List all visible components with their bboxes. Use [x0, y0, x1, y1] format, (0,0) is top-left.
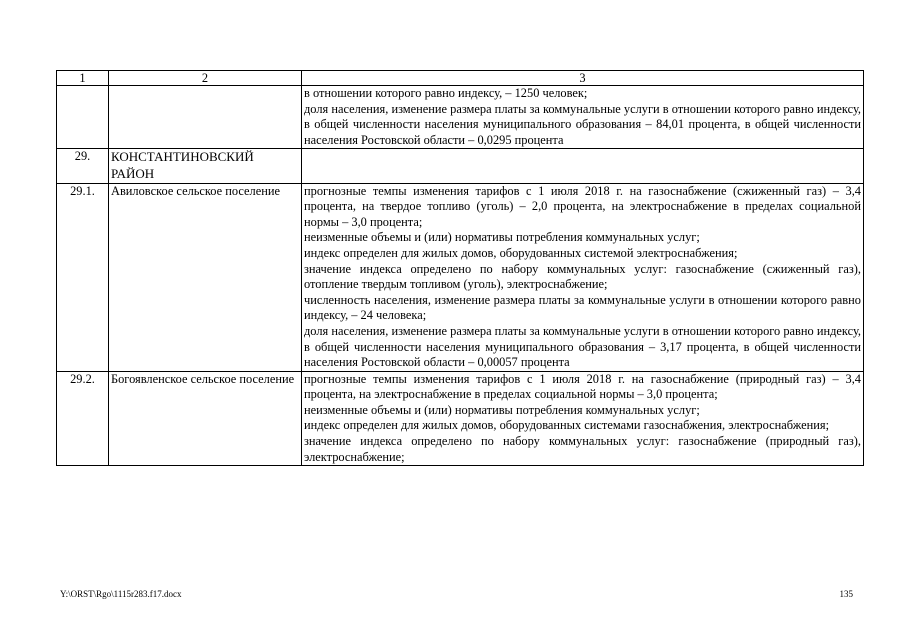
footer-page-number: 135	[839, 589, 853, 599]
description-paragraph: численность населения, изменение размера платы за коммунальные услуги в отношении которого равно индексу, – 24 человека;	[304, 292, 861, 323]
table-row	[57, 371, 864, 466]
municipality-name	[109, 149, 302, 183]
description-paragraph: прогнозные темпы изменения тарифов с 1 июля 2018 г. на газоснабжение (природный газ) – 3,4 процента, на электроснабжение в пределах социальной нормы – 3,0 процента;	[304, 371, 861, 402]
municipality-name	[109, 183, 302, 371]
header-col-3: 3	[302, 71, 864, 86]
description-paragraph: неизменные объемы и (или) нормативы потребления коммунальных услуг;	[304, 402, 700, 417]
row-number	[57, 86, 109, 149]
municipality-name	[109, 371, 302, 466]
table-row	[57, 183, 864, 371]
index-description	[302, 149, 864, 183]
header-row	[57, 71, 864, 86]
description-paragraph: прогнозные темпы изменения тарифов с 1 июля 2018 г. на газоснабжение (сжиженный газ) – 3,4 процента, на твердое топливо (уголь) – 2,0 процента, на электроснабжение в пределах социальной нормы – 3,0 процента;	[304, 183, 861, 229]
index-description	[302, 183, 864, 371]
description-paragraph: неизменные объемы и (или) нормативы потребления коммунальных услуг;	[304, 230, 700, 245]
description-paragraph: в отношении которого равно индексу, – 1250 человек;	[304, 86, 588, 100]
description-paragraph: индекс определен для жилых домов, оборудованных системами газоснабжения, электроснабжения;	[304, 418, 830, 433]
document-table	[56, 70, 864, 466]
municipality-name-text: Богоявленское сельское поселение	[111, 371, 295, 386]
description-paragraph: значение индекса определено по набору коммунальных услуг: газоснабжение (сжиженный газ), отопление твердым топливом (уголь), электроснабжение;	[304, 261, 861, 292]
description-paragraph: значение индекса определено по набору коммунальных услуг: газоснабжение (природный газ), электроснабжение;	[304, 434, 861, 464]
description-paragraph: индекс определен для жилых домов, оборудованных системой электроснабжения;	[304, 245, 738, 260]
row-number: 29.1.	[57, 183, 109, 371]
description-paragraph: доля населения, изменение размера платы за коммунальные услуги в отношении которого равно индексу, в общей численности населения муниципального образования – 3,17 процента, в общей численности населения Ростовской области – 0,00057 процента	[304, 323, 861, 370]
header-col-2: 2	[109, 71, 302, 86]
table-row	[57, 86, 864, 149]
municipality-name-text: Авиловское сельское поселение	[111, 183, 280, 198]
footer-file-path: Y:\ORST\Rgo\1115r283.f17.docx	[60, 589, 182, 599]
row-number: 29.2.	[57, 371, 109, 466]
header-col-1: 1	[57, 71, 109, 86]
index-description	[302, 86, 864, 149]
municipality-name-text: КОНСТАНТИНОВСКИЙ РАЙОН	[111, 149, 254, 181]
index-description	[302, 371, 864, 466]
row-number: 29.	[57, 149, 109, 183]
municipality-name	[109, 86, 302, 149]
table-row	[57, 149, 864, 183]
description-paragraph: доля населения, изменение размера платы за коммунальные услуги в отношении которого равно индексу, в общей численности населения муниципального образования – 84,01 процента, в общей численности населения Ростовской области – 0,0295 процента	[304, 101, 861, 147]
